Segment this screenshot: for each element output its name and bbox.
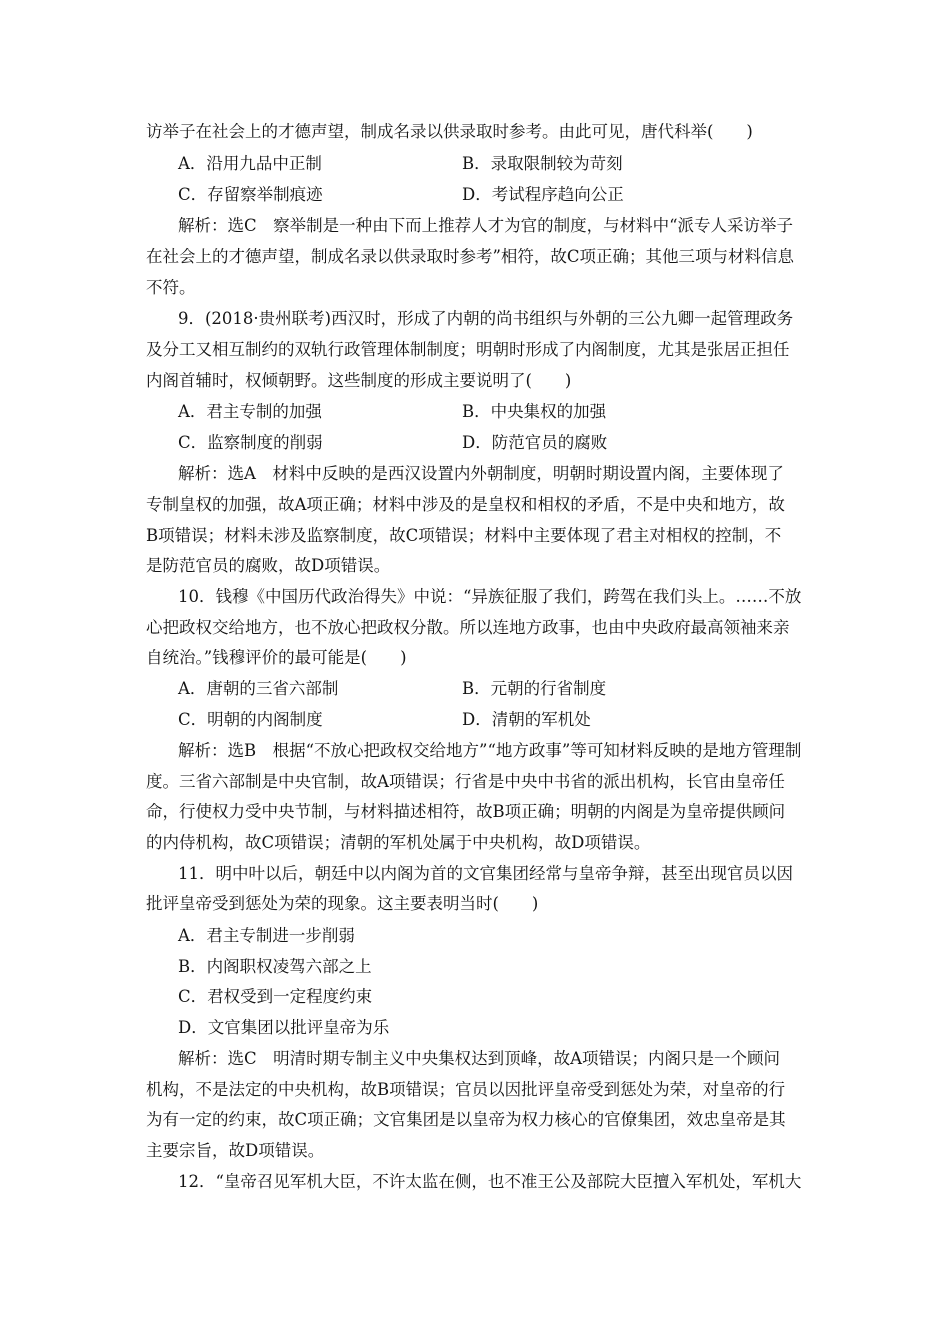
q11-option-d: D．文官集团以批评皇帝为乐 <box>178 1018 390 1037</box>
q10-stem-line: 10．钱穆《中国历代政治得失》中说：“异族征服了我们，跨驾在我们头上。……不放 <box>178 587 802 606</box>
q9-option-a: A．君主专制的加强 <box>178 402 322 421</box>
q10-analysis-line: 命，行使权力受中央节制，与材料描述相符，故B项正确；明朝的内阁是为皇帝提供顾问 <box>146 802 786 821</box>
q11-option-c: C．君权受到一定程度约束 <box>178 987 373 1006</box>
q8-option-b: B．录取限制较为苛刻 <box>462 154 623 173</box>
q8-option-c: C．存留察举制痕迹 <box>178 185 323 204</box>
q10-analysis-line: 的内侍机构，故C项错误；清朝的军机处属于中央机构，故D项错误。 <box>146 833 651 852</box>
q10-analysis-line: 度。三省六部制是中央官制，故A项错误；行省是中央中书省的派出机构，长官由皇帝任 <box>146 772 785 791</box>
q8-option-d: D．考试程序趋向公正 <box>462 185 624 204</box>
q9-stem-line: 内阁首辅时，权倾朝野。这些制度的形成主要说明了( ) <box>146 371 572 390</box>
q9-analysis-line: B项错误；材料未涉及监察制度，故C项错误；材料中主要体现了君主对相权的控制，不 <box>146 526 782 545</box>
q11-analysis-line: 主要宗旨，故D项错误。 <box>146 1141 325 1160</box>
q9-stem-line: 及分工又相互制约的双轨行政管理体制制度；明朝时形成了内阁制度，尤其是张居正担任 <box>146 340 790 359</box>
q11-option-a: A．君主专制进一步削弱 <box>178 926 355 945</box>
q10-option-c: C．明朝的内阁制度 <box>178 710 323 729</box>
q10-stem-line: 心把政权交给地方，也不放心把政权分散。所以连地方政事，也由中央政府最高领袖来亲 <box>146 618 790 637</box>
q11-stem-line: 批评皇帝受到惩处为荣的现象。这主要表明当时( ) <box>146 894 539 913</box>
q11-analysis-line: 为有一定的约束，故C项正确；文官集团是以皇帝为权力核心的官僚集团，效忠皇帝是其 <box>146 1110 786 1129</box>
q11-option-b: B．内阁职权凌驾六部之上 <box>178 957 372 976</box>
q10-option-a: A．唐朝的三省六部制 <box>178 679 339 698</box>
q8-analysis-line: 解析：选C 察举制是一种由下而上推荐人才为官的制度，与材料中“派专人采访举子 <box>178 216 794 235</box>
q10-option-d: D．清朝的军机处 <box>462 710 591 729</box>
q9-option-d: D．防范官员的腐败 <box>462 433 608 452</box>
q8-option-a: A．沿用九品中正制 <box>178 154 322 173</box>
q12-stem-line: 12．“皇帝召见军机大臣，不许太监在侧，也不准王公及部院大臣擅入军机处，军机大 <box>178 1172 802 1191</box>
q9-option-b: B．中央集权的加强 <box>462 402 607 421</box>
q9-analysis-line: 解析：选A 材料中反映的是西汉设置内外朝制度，明朝时期设置内阁，主要体现了 <box>178 464 784 483</box>
q9-option-c: C．监察制度的削弱 <box>178 433 323 452</box>
q8-analysis-line: 不符。 <box>146 278 196 297</box>
q11-analysis-line: 机构，不是法定的中央机构，故B项错误；官员以因批评皇帝受到惩处为荣，对皇帝的行 <box>146 1080 786 1099</box>
q10-option-b: B．元朝的行省制度 <box>462 679 607 698</box>
q10-stem-line: 自统治。”钱穆评价的最可能是( ) <box>146 648 407 667</box>
q10-analysis-line: 解析：选B 根据“不放心把政权交给地方”“地方政事”等可知材料反映的是地方管理制 <box>178 741 802 760</box>
q11-stem-line: 11．明中叶以后，朝廷中以内阁为首的文官集团经常与皇帝争辩，甚至出现官员以因 <box>178 864 793 883</box>
q9-stem-line: 9．(2018·贵州联考)西汉时，形成了内朝的尚书组织与外朝的三公九卿一起管理政务 <box>178 309 794 328</box>
q8-stem-tail: 访举子在社会上的才德声望，制成名录以供录取时参考。由此可见，唐代科举( ) <box>146 122 753 141</box>
q8-analysis-line: 在社会上的才德声望，制成名录以供录取时参考”相符，故C项正确；其他三项与材料信息 <box>146 247 795 266</box>
q11-analysis-line: 解析：选C 明清时期专制主义中央集权达到顶峰，故A项错误；内阁只是一个顾问 <box>178 1049 781 1068</box>
q9-analysis-line: 是防范官员的腐败，故D项错误。 <box>146 556 391 575</box>
q9-analysis-line: 专制皇权的加强，故A项正确；材料中涉及的是皇权和相权的矛盾，不是中央和地方，故 <box>146 495 785 514</box>
